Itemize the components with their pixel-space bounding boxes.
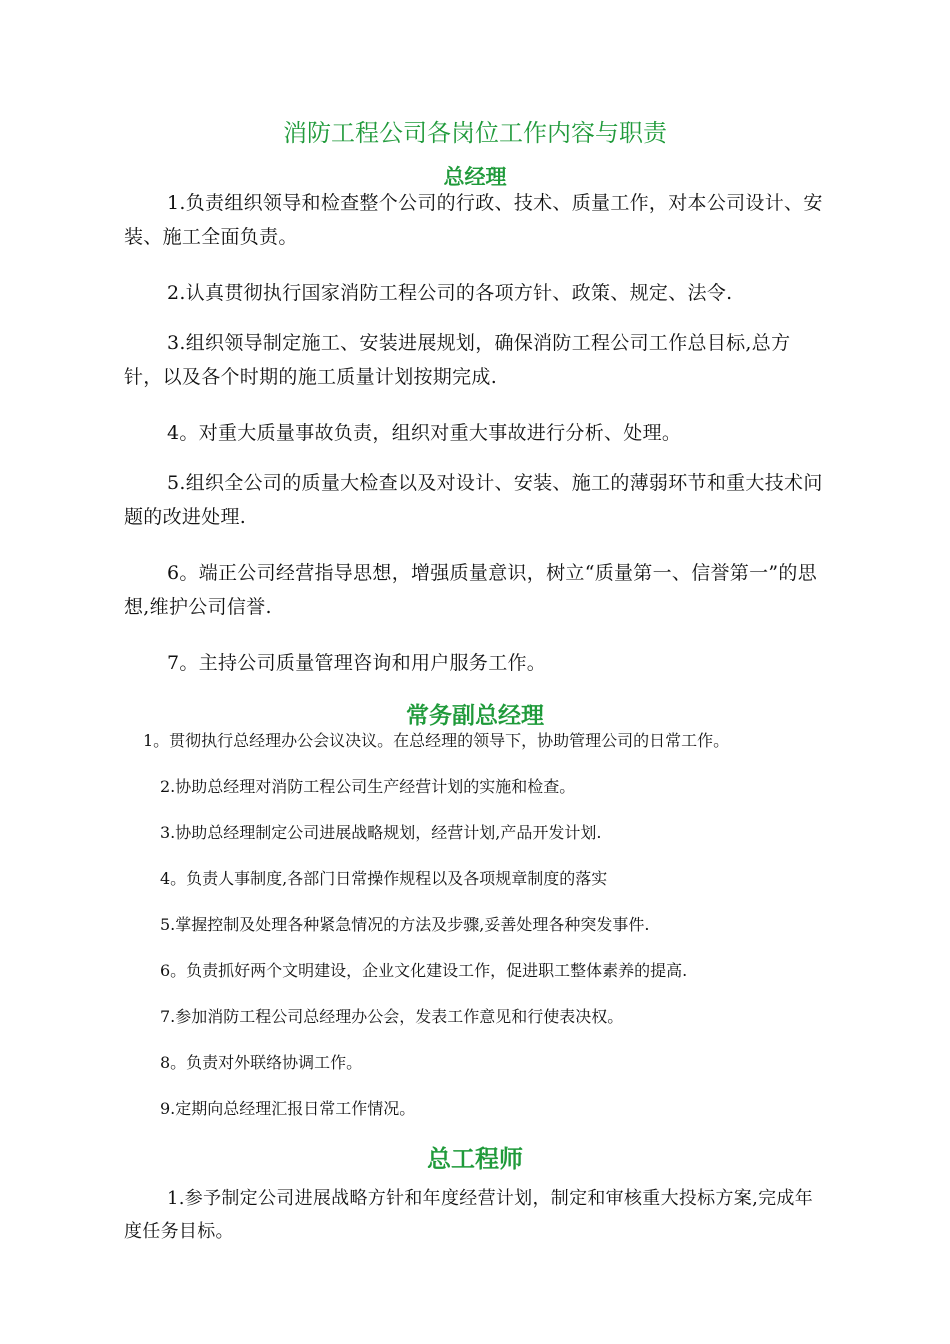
list-item: 4。对重大质量事故负责，组织对重大事故进行分析、处理。 bbox=[167, 422, 682, 444]
list-item: 3.组织领导制定施工、安装进展规划，确保消防工程公司工作总目标,总方针，以及各个时期的施工质量计划按期完成. bbox=[124, 332, 791, 388]
list-item: 6。端正公司经营指导思想，增强质量意识，树立“质量第一、信誉第一”的思想,维护公司信誉. bbox=[124, 562, 818, 618]
section-heading-deputy-general-manager: 常务副总经理 bbox=[406, 703, 544, 729]
list-item: 6。负责抓好两个文明建设，企业文化建设工作，促进职工整体素养的提高. bbox=[160, 961, 688, 980]
list-item: 1。贯彻执行总经理办公会议决议。在总经理的领导下，协助管理公司的日常工作。 bbox=[143, 731, 730, 750]
list-item: 4。负责人事制度,各部门日常操作规程以及各项规章制度的落实 bbox=[160, 869, 608, 888]
list-item: 5.组织全公司的质量大检查以及对设计、安装、施工的薄弱环节和重大技术问题的改进处理. bbox=[124, 472, 823, 528]
list-item: 3.协助总经理制定公司进展战略规划，经营计划,产品开发计划. bbox=[160, 823, 602, 842]
section-heading-chief-engineer: 总工程师 bbox=[427, 1145, 523, 1173]
list-item: 1.参予制定公司进展战略方针和年度经营计划，制定和审核重大投标方案,完成年度任务目标。 bbox=[124, 1188, 813, 1242]
list-item: 1.负责组织领导和检查整个公司的行政、技术、质量工作，对本公司设计、安装、施工全面负责。 bbox=[124, 192, 823, 248]
document-title: 消防工程公司各岗位工作内容与职责 bbox=[283, 119, 667, 147]
list-item: 2.协助总经理对消防工程公司生产经营计划的实施和检查。 bbox=[160, 777, 576, 796]
section-heading-general-manager: 总经理 bbox=[443, 165, 507, 189]
list-item: 8。负责对外联络协调工作。 bbox=[160, 1053, 363, 1072]
list-item: 5.掌握控制及处理各种紧急情况的方法及步骤,妥善处理各种突发事件. bbox=[160, 915, 650, 934]
list-item: 7.参加消防工程公司总经理办公会，发表工作意见和行使表决权。 bbox=[160, 1007, 624, 1026]
list-item: 9.定期向总经理汇报日常工作情况。 bbox=[160, 1099, 416, 1118]
list-item: 7。主持公司质量管理咨询和用户服务工作。 bbox=[167, 652, 547, 674]
list-item: 2.认真贯彻执行国家消防工程公司的各项方针、政策、规定、法令. bbox=[167, 282, 733, 304]
